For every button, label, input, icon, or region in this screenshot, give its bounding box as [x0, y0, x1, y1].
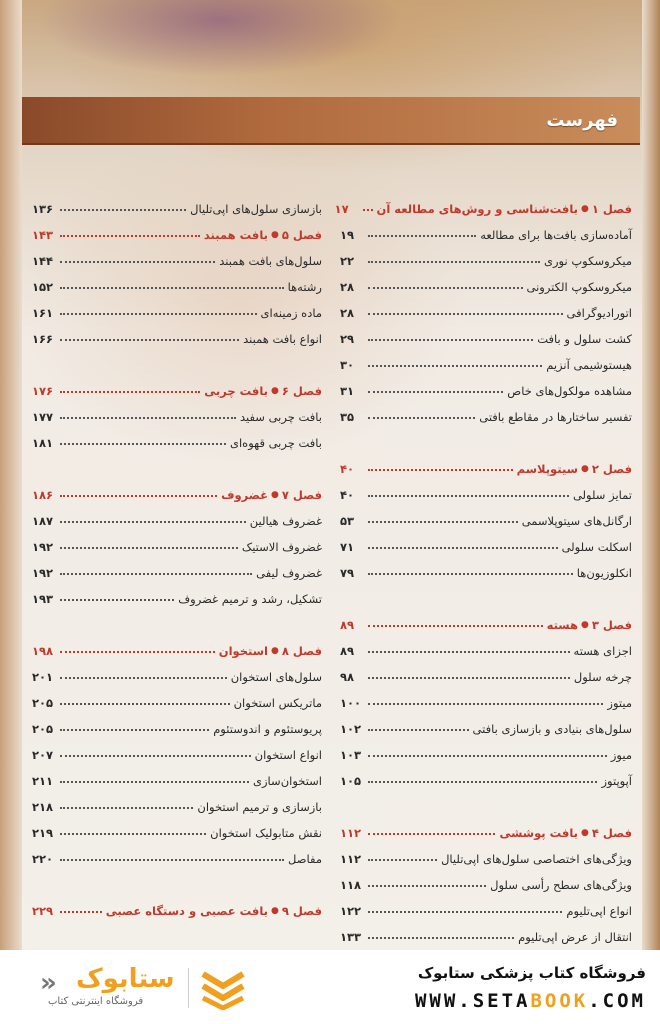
dot-leader [60, 411, 236, 419]
page-number: ۱۱۲ [340, 826, 362, 840]
page-number: ۲۱۱ [32, 774, 54, 788]
store-name: فروشگاه کتاب پزشکی ستابوک [417, 964, 646, 982]
section-title: غضروف لیفی [256, 566, 322, 580]
dot-leader [368, 411, 475, 419]
bullet-icon: ● [580, 464, 589, 474]
dot-leader [60, 203, 186, 211]
toc-item-row[interactable] [32, 716, 322, 742]
section-title: انکلوزیون‌ها [576, 566, 632, 580]
dot-leader [60, 827, 206, 835]
logo-divider [188, 968, 189, 1008]
dot-leader [368, 255, 540, 263]
toc-spacer [32, 352, 322, 378]
section-title: هیستوشیمی آنزیم [546, 358, 632, 372]
toc-item-row[interactable] [32, 690, 322, 716]
page-number: ۵۳ [340, 514, 355, 528]
dot-leader [368, 697, 603, 705]
url-suffix: .COM [588, 990, 646, 1012]
dot-leader [60, 723, 209, 731]
section-title: نقش متابولیک استخوان [210, 826, 322, 840]
toc-spacer [340, 586, 632, 612]
page-number: ۲۰۵ [32, 722, 54, 736]
chapter-title: هسته [546, 618, 578, 632]
chapter-title: بافت همبند [203, 228, 268, 242]
page-edge-right [642, 0, 660, 950]
bullet-icon: ● [580, 828, 589, 838]
page-number: ۱۸۷ [32, 514, 54, 528]
dot-leader [368, 879, 486, 887]
page-number: ۸۹ [340, 644, 355, 658]
bullet-icon: ● [270, 490, 279, 500]
toc-item-row[interactable] [340, 872, 632, 898]
page-number: ۱۰۲ [340, 722, 362, 736]
dot-leader [60, 697, 230, 705]
toc-item-row[interactable] [32, 300, 322, 326]
chapter-title: بافت پوششی [499, 826, 578, 840]
dot-leader [368, 307, 563, 315]
toc-chapter-row[interactable] [32, 638, 322, 664]
dot-leader [60, 307, 257, 315]
toc-item-row[interactable] [340, 638, 632, 664]
section-title: بافت چربی سفید [239, 410, 322, 424]
dot-leader [60, 333, 239, 341]
page-number: ۷۱ [340, 540, 355, 554]
toc-item-row[interactable] [340, 768, 632, 794]
section-title: رشته‌ها [287, 280, 322, 294]
toc-item-row[interactable] [32, 534, 322, 560]
page-number: ۱۶۱ [32, 306, 54, 320]
section-title: بافت چربی قهوه‌ای [229, 436, 322, 450]
section-title: مفاصل [288, 852, 322, 866]
page-number: ۸۹ [340, 618, 355, 632]
dot-leader [368, 827, 495, 835]
section-title: انواع بافت همبند [243, 332, 322, 346]
double-chevron-icon: » [40, 968, 57, 998]
section-title: سلول‌های بافت همبند [219, 254, 322, 268]
page-number: ۱۸۶ [32, 488, 54, 502]
toc-item-row[interactable] [32, 404, 322, 430]
toc-spacer [340, 794, 632, 820]
dot-leader [60, 385, 200, 393]
section-title: میوز [610, 748, 632, 762]
page-number: ۱۷ [334, 202, 349, 216]
dot-leader [368, 775, 597, 783]
url-accent: BOOK [530, 990, 589, 1012]
dot-leader [60, 645, 215, 653]
section-title: ویژگی‌های سطح رأسی سلول [490, 878, 632, 892]
toc-spacer [32, 872, 322, 898]
section-title: اسکلت سلولی [561, 540, 632, 554]
dot-leader [60, 749, 251, 757]
section-title: پریوستئوم و اندوستئوم [213, 722, 322, 736]
section-title: تمایز سلولی [572, 488, 632, 502]
page-number: ۱۹۸ [32, 644, 54, 658]
section-title: آپوپتوز [601, 774, 632, 788]
toc-item-row[interactable] [32, 274, 322, 300]
section-title: اتورادیوگرافی [566, 306, 632, 320]
toc-item-row[interactable] [340, 924, 632, 950]
book-stack-icon [198, 964, 248, 1010]
section-title: بازسازی و ترمیم استخوان [197, 800, 322, 814]
toc-item-row[interactable] [340, 508, 632, 534]
dot-leader [60, 229, 200, 237]
toc-item-row[interactable] [32, 768, 322, 794]
chapter-number: فصل ۹ [281, 904, 322, 918]
page-number: ۴۰ [340, 462, 355, 476]
section-title: میتوز [607, 696, 632, 710]
dot-leader [60, 853, 284, 861]
toc-item-row[interactable] [340, 326, 632, 352]
toc-item-row[interactable] [32, 196, 322, 222]
chapter-number: فصل ۵ [281, 228, 322, 242]
section-title: سلول‌های بنیادی و بازسازی بافتی [472, 722, 632, 736]
logo-tagline: فروشگاه اینترنتی کتاب [48, 996, 144, 1007]
page-number: ۳۱ [340, 384, 355, 398]
page-number: ۱۷۶ [32, 384, 54, 398]
page-number: ۱۴۴ [32, 254, 54, 268]
dot-leader [60, 437, 226, 445]
dot-leader [368, 749, 607, 757]
dot-leader [368, 905, 562, 913]
footer-banner [0, 950, 660, 1024]
dot-leader [368, 645, 570, 653]
page-number: ۷۹ [340, 566, 355, 580]
section-title: تشکیل، رشد و ترمیم غضروف [178, 592, 322, 606]
toc-item-row[interactable] [340, 690, 632, 716]
toc-chapter-row[interactable] [340, 820, 632, 846]
page-number: ۴۰ [340, 488, 355, 502]
toc-item-row[interactable] [340, 300, 632, 326]
toc-item-row[interactable] [340, 378, 632, 404]
page-edge-left [0, 0, 22, 950]
bullet-icon: ● [270, 906, 279, 916]
dot-leader [368, 541, 558, 549]
page-number: ۱۰۵ [340, 774, 362, 788]
toc-item-row[interactable] [340, 352, 632, 378]
toc-item-row[interactable] [340, 846, 632, 872]
dot-leader [60, 775, 249, 783]
bullet-icon: ● [270, 386, 279, 396]
dot-leader [368, 619, 543, 627]
toc-item-row[interactable] [32, 820, 322, 846]
toc-item-row[interactable] [32, 326, 322, 352]
chapter-number: فصل ۶ [281, 384, 322, 398]
chapter-title: بافت عصبی و دستگاه عصبی [105, 904, 268, 918]
page-number: ۱۴۳ [32, 228, 54, 242]
section-title: غضروف الاستیک [241, 540, 322, 554]
toc-item-row[interactable] [340, 898, 632, 924]
toc-item-row[interactable] [32, 846, 322, 872]
section-title: کشت سلول و بافت [537, 332, 632, 346]
chapter-number: فصل ۲ [591, 462, 632, 476]
dot-leader [368, 931, 514, 939]
chapter-title: بافت‌شناسی و روش‌های مطالعه آن [376, 202, 578, 216]
page-number: ۲۰۷ [32, 748, 54, 762]
dot-leader [368, 385, 503, 393]
dot-leader [368, 229, 476, 237]
dot-leader [60, 255, 215, 263]
page-number: ۲۹ [340, 332, 355, 346]
dot-leader [368, 515, 518, 523]
page-number: ۲۱۸ [32, 800, 54, 814]
section-title: غضروف هیالین [249, 514, 322, 528]
toc-item-row[interactable] [340, 274, 632, 300]
page-number: ۹۸ [340, 670, 355, 684]
section-title: انواع استخوان [254, 748, 322, 762]
page-number: ۱۰۰ [340, 696, 362, 710]
page-number: ۱۹ [340, 228, 355, 242]
dot-leader [60, 593, 174, 601]
store-url[interactable] [415, 990, 646, 1012]
toc-chapter-row[interactable] [32, 378, 322, 404]
toc-item-row[interactable] [340, 716, 632, 742]
toc-chapter-row[interactable] [334, 196, 632, 222]
toc-chapter-row[interactable] [340, 612, 632, 638]
page-number: ۲۸ [340, 280, 355, 294]
toc-column-right [334, 196, 632, 950]
page-title: فهرست [546, 109, 618, 131]
section-title: اجزای هسته [573, 644, 632, 658]
dot-leader [60, 671, 227, 679]
section-title: ارگانل‌های سیتوپلاسمی [521, 514, 632, 528]
dot-leader [60, 281, 284, 289]
chapter-title: استخوان [218, 644, 268, 658]
section-title: استخوان‌سازی [253, 774, 322, 788]
chapter-number: فصل ۷ [281, 488, 322, 502]
page-number: ۳۰ [340, 358, 355, 372]
page-number: ۲۰۱ [32, 670, 54, 684]
dot-leader [368, 489, 569, 497]
dot-leader [368, 723, 469, 731]
dot-leader [368, 567, 573, 575]
dot-leader [368, 853, 437, 861]
toc-item-row[interactable] [32, 794, 322, 820]
toc-item-row[interactable] [340, 404, 632, 430]
toc-chapter-row[interactable] [32, 482, 322, 508]
page-number: ۲۸ [340, 306, 355, 320]
page-number: ۲۲۰ [32, 852, 54, 866]
dot-leader [60, 541, 238, 549]
toc-spacer [340, 430, 632, 456]
dot-leader [368, 281, 523, 289]
toc-item-row[interactable] [32, 586, 322, 612]
dot-leader [368, 333, 533, 341]
dot-leader [363, 203, 373, 211]
chapter-title: سیتوپلاسم [516, 462, 578, 476]
section-title: آماده‌سازی بافت‌ها برای مطالعه [480, 228, 632, 242]
page-number: ۲۲۹ [32, 904, 54, 918]
toc-item-row[interactable] [340, 664, 632, 690]
chapter-number: فصل ۳ [591, 618, 632, 632]
dot-leader [60, 489, 217, 497]
section-title: میکروسکوپ الکترونی [526, 280, 632, 294]
page-number: ۱۸۱ [32, 436, 54, 450]
section-title: بازسازی سلول‌های اپی‌تلیال [190, 202, 322, 216]
page-number: ۱۳۳ [340, 930, 362, 944]
toc-chapter-row[interactable] [32, 222, 322, 248]
toc-spacer [32, 456, 322, 482]
toc-item-row[interactable] [32, 664, 322, 690]
section-title: انواع اپی‌تلیوم [566, 904, 632, 918]
toc-item-row[interactable] [32, 560, 322, 586]
bullet-icon: ● [580, 620, 589, 630]
page-number: ۲۲ [340, 254, 355, 268]
page-number: ۱۹۲ [32, 566, 54, 580]
toc-chapter-row[interactable] [340, 456, 632, 482]
title-bar [22, 97, 640, 145]
page-number: ۱۹۳ [32, 592, 54, 606]
page-number: ۱۹۲ [32, 540, 54, 554]
page-number: ۱۳۶ [32, 202, 54, 216]
toc-item-row[interactable] [340, 742, 632, 768]
section-title: میکروسکوپ نوری [544, 254, 632, 268]
store-logo[interactable] [18, 962, 258, 1014]
toc-column-left [32, 196, 322, 924]
url-prefix: WWW.SETA [414, 990, 531, 1012]
section-title: سلول‌های استخوان [230, 670, 322, 684]
page-number: ۳۵ [340, 410, 355, 424]
toc-item-row[interactable] [32, 430, 322, 456]
dot-leader [368, 359, 542, 367]
section-title: مشاهده مولکول‌های خاص [507, 384, 632, 398]
toc-item-row[interactable] [340, 248, 632, 274]
chapter-number: فصل ۱ [591, 202, 632, 216]
dot-leader [368, 463, 513, 471]
page-number: ۱۱۲ [340, 852, 362, 866]
logo-word: ستابوک [76, 964, 175, 994]
bullet-icon: ● [580, 204, 589, 214]
section-title: چرخه سلول [573, 670, 632, 684]
dot-leader [60, 905, 102, 913]
toc-chapter-row[interactable] [32, 898, 322, 924]
toc-item-row[interactable] [32, 508, 322, 534]
toc-item-row[interactable] [340, 534, 632, 560]
chapter-number: فصل ۴ [591, 826, 632, 840]
dot-leader [368, 671, 570, 679]
toc-item-row[interactable] [340, 222, 632, 248]
section-title: تفسیر ساختارها در مقاطع بافتی [479, 410, 632, 424]
toc-item-row[interactable] [340, 482, 632, 508]
chapter-title: غضروف [221, 488, 268, 502]
toc-item-row[interactable] [32, 248, 322, 274]
section-title: ماده زمینه‌ای [260, 306, 322, 320]
page-number: ۱۱۸ [340, 878, 362, 892]
bullet-icon: ● [270, 646, 279, 656]
page-number: ۱۵۲ [32, 280, 54, 294]
chapter-number: فصل ۸ [281, 644, 322, 658]
page-number: ۱۶۶ [32, 332, 54, 346]
page-number: ۲۰۵ [32, 696, 54, 710]
dot-leader [60, 801, 193, 809]
page-number: ۲۱۹ [32, 826, 54, 840]
toc-item-row[interactable] [32, 742, 322, 768]
section-title: ماتریکس استخوان [233, 696, 322, 710]
dot-leader [60, 567, 252, 575]
dot-leader [60, 515, 246, 523]
page-number: ۱۷۷ [32, 410, 54, 424]
page-number: ۱۲۲ [340, 904, 362, 918]
section-title: انتقال از عرض اپی‌تلیوم [518, 930, 632, 944]
section-title: ویژگی‌های اختصاصی سلول‌های اپی‌تلیال [441, 852, 632, 866]
page-number: ۱۰۳ [340, 748, 362, 762]
toc-spacer [32, 612, 322, 638]
toc-item-row[interactable] [340, 560, 632, 586]
bullet-icon: ● [270, 230, 279, 240]
chapter-title: بافت چربی [204, 384, 268, 398]
